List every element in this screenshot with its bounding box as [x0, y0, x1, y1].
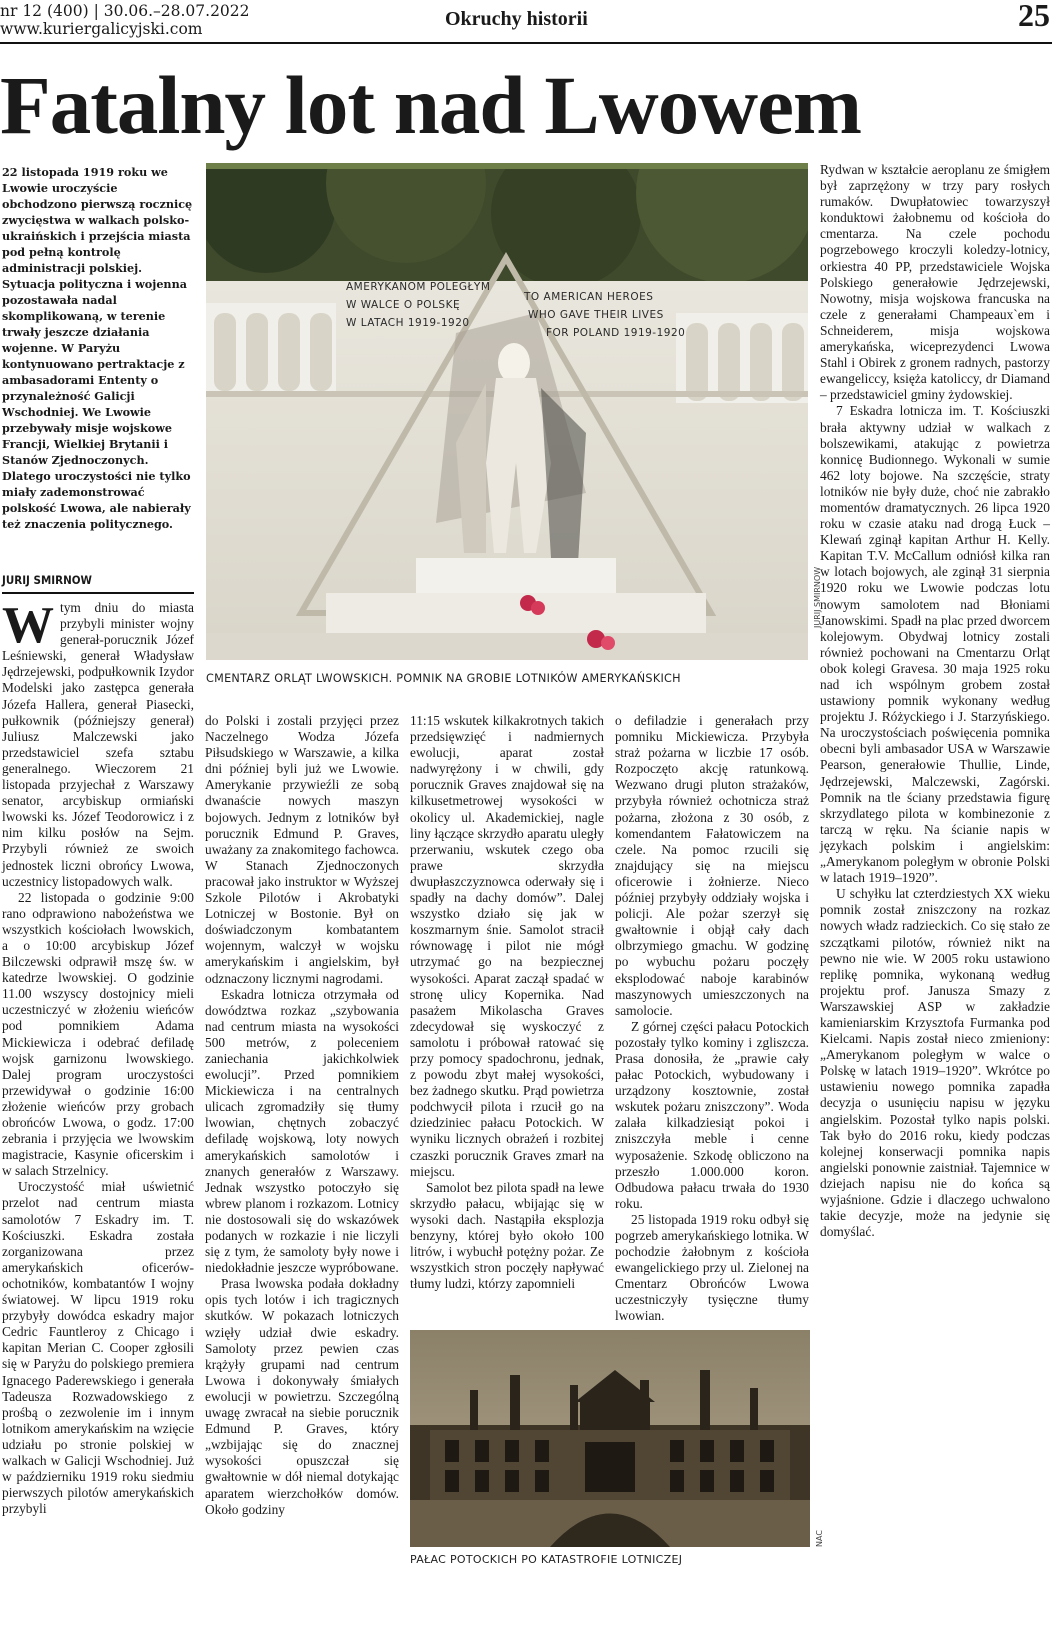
inscription-polish-line-1: AMERYKANOM POLEGŁYM	[346, 281, 491, 293]
article-column-4	[615, 713, 809, 1325]
website-url[interactable]: www.kuriergalicyjski.com	[0, 20, 203, 38]
article-column-2	[205, 713, 399, 1518]
headline: Fatalny lot nad Lwowem	[0, 59, 862, 151]
inscription-english-line-2: WHO GAVE THEIR LIVES	[528, 309, 664, 321]
palace-photo-caption: PAŁAC POTOCKICH PO KATASTROFIE LOTNICZEJ	[410, 1553, 683, 1566]
article-column-1	[2, 597, 194, 1517]
palace-photo	[410, 1330, 810, 1547]
author-byline: JURIJ SMIRNOW	[2, 573, 92, 587]
author-rule	[2, 592, 194, 594]
article-column-5	[820, 162, 1050, 1240]
inscription-polish-line-3: W LATACH 1919-1920	[346, 317, 470, 329]
paragraph: Samolot bez pilota spadł na lewe skrzydło pałacu, wbijając się w wysoki dach. Nastąpiła eksplozja benzyny, której było około 100 litrów, i wybuchł potężny pożar. Ze wszystkich stron poczęły napływać tłumy ludzi, którzy zapomnieli	[410, 1179, 604, 1292]
photo-credit-smirnow: JURIJ SMIRNOW	[813, 566, 822, 628]
paragraph: 22 listopada o godzinie 9:00 rano odprawiono nabożeństwa we wszystkich kościołach lwowskich, a o 10:00 arcybiskup Józef Bilczewski odprawił mszę św. w katedrze lwowskiej. O godzinie 11.00 wszyscy dostojnicy mieli uczestniczyć w złożeniu wieńców pod pomnikiem Adama Mickiewicza i odebrać defiladę wojsk garnizonu lwowskiego. Dalej program uroczystości przewidywał o godzinie 16:00 złożenie wieńców przy grobach obrońców Lwowa, o godz. 17:00 zebrania i przyjęcia we lwowskim magistracie, Kasynie oficerskim i w salach Strzelnicy.	[2, 889, 194, 1179]
paragraph: Uroczystość miał uświetnić przelot nad centrum miasta samolotów 7 Eskadry im. T. Kościuszki. Eskadra została zorganizowana przez amerykańskich oficerów-ochotników, kombatantów I wojny światowej. W lipcu 1919 roku przybyły dowódca eskadry major Cedric Fauntleroy z Chicago i kapitan Merian C. Cooper zgłosili się w Paryżu do polskiego premiera Ignacego Paderewskiego i generała Tadeusza Rozwadowskiego z prośbą o zezwolenie im i innym lotnikom amerykańskim na wzięcie udziału po stronie polskiej w walkach w Galicji Wschodniej. Już w październiku 1919 roku siedmiu pierwszych pilotów amerykańskich przybyli	[2, 1179, 194, 1517]
paragraph: 7 Eskadra lotnicza im. T. Kościuszki brała aktywny udział w walkach z bolszewikami, atakując z powietrza konnicę Budionnego. Wykonali w sumie 462 loty bojowe. Na szczęście, straty lotników nie były duże, choć nie zabrakło momentów dramatycznych. 26 lipca 1920 roku w czasie ataku nad drogą Łuck – Klewań zginął kapitan Arthur H. Kelly. Kapitan T.V. McCallum odniósł kilka ran w lotach bojowych, ale zginął 31 sierpnia 1920 roku we Lwowie podczas lotu nowym samolotem nad Błoniami Janowskimi. Spadł na plac przed dworcem kolejowym. Obydwaj lotnicy zostali również pochowani na Cmentarzu Orląt obok kolegi Gravesa. 30 maja 1925 roku nad ich wspólnym grobem został ustawiony pomnik wykonany według projektu J. Różyckiego i J. Starzyńskiego. Na uroczystościach poświęcenia pomnika obecni byli ambasador USA w Warszawie Pearson, generałowie Thullie, Linde, Jędrzejewski, Malczewski, Zagórski. Pomnik na tle ściany przedstawia figurę skrzydlatego pilota w kombinezonie z tarczą w ręku. Na ścianie napis w językach polskim i angielskim: „Amerykanom poległym w obronie Polski w latach 1919–1920”.	[820, 403, 1050, 886]
paragraph: do Polski i zostali przyjęci przez Naczelnego Wodza Józefa Piłsudskiego w Warszawie, a kilka dni później byli już we Lwowie. Amerykanie przywieźli ze sobą dwanaście nowych maszyn bojowych. Jednym z lotników był porucznik Edmund P. Graves, uważany za znakomitego fachowca. W Stanach Zjednoczonych pracował jako instruktor w Wyższej Szkole Pilotów i Akrobatyki Lotniczej w Bostonie. Był on doświadczonym kombatantem wojennym, walczył w wojsku amerykańskim i angielskim, był odznaczony licznymi nagrodami.	[205, 713, 399, 986]
monument-photo-caption: CMENTARZ ORLĄT LWOWSKICH. POMNIK NA GROBIE LOTNIKÓW AMERYKAŃSKICH	[206, 672, 681, 685]
monument-photo-illustration	[206, 163, 808, 660]
inscription-english-line-1: TO AMERICAN HEROES	[524, 291, 654, 303]
article-column-3	[410, 713, 604, 1292]
section-title: Okruchy historii	[445, 8, 588, 30]
photo-credit-nac: NAC	[815, 1530, 824, 1547]
issue-number: nr 12 (400) | 30.06.–28.07.2022	[0, 2, 250, 20]
paragraph: Z górnej części pałacu Potockich pozostały tylko kominy i zgliszcza. Prasa donosiła, że „prawie cały pałac Potockich, wybudowany i urządzony kosztownie, został wskutek pożaru zniszczony”. Woda zalała kilkadziesiąt pokoi i zniszczyła meble i cenne wyposażenie. Szkodę obliczono na przeszło 1.000.000 koron. Odbudowa pałacu trwała do 1930 roku.	[615, 1018, 809, 1211]
paragraph: Wtym dniu do miasta przybyli minister wojny generał-porucznik Józef Leśniewski, generał Władysław Jędrzejewski, podpułkownik Izydor Modelski jako zastępca generała Józefa Hallera, generał Piasecki, pułkownik (późniejszy generał) Juliusz Malczewski jako przedstawiciel szefa sztabu generalnego. Wieczorem 21 listopada przyjechał z Warszawy senator, arcybiskup ormiański lwowski ks. Józef Teodorowicz i z nim kilku posłów na Sejm. Przybyli również ze swoich jednostek liczni obrońcy Lwowa, uczestnicy listopadowych walk.	[2, 597, 194, 889]
paragraph: Prasa lwowska podała dokładny opis tych lotów i ich tragicznych skutków. W pokazach lotniczych wzięły udział dwie eskadry. Samoloty przez pewien czas krążyły grupami nad centrum Lwowa i dokonywały śmiałych ewolucji w powietrzu. Szczególną uwagę zwracał na siebie porucznik Edmund P. Graves, który „wzbijając się do znacznej wysokości opuszczał się gwałtownie w dół niemal dotykając aparatem wierzchołków domów. Około godziny	[205, 1276, 399, 1517]
lead-paragraph: 22 listopada 1919 roku we Lwowie uroczyście obchodzono pierwszą rocznicę zwycięstwa w walkach polsko-ukraińskich i przejścia miasta pod pełną kontrolę administracji polskiej. Sytuacja polityczna i wojenna pozostawała nadal skomplikowaną, w terenie trwały jeszcze działania wojenne. W Paryżu kontynuowano pertraktacje z ambasadorami Ententy o przynależność Galicji Wschodniej. We Lwowie przebywały misje wojskowe Francji, Wielkiej Brytanii i Stanów Zjednoczonych. Dlatego uroczystości nie tylko miały zademonstrować polskość Lwowa, ale nabierały też znaczenia politycznego.	[2, 165, 193, 531]
drop-cap: W	[2, 597, 54, 654]
page-number: 25	[1018, 0, 1050, 33]
paragraph: Eskadra lotnicza otrzymała od dowództwa rozkaz „szybowania nad centrum miasta na wysokości 500 metrów, z poleceniem zaniechania jakichkolwiek ewolucji”. Przed pomnikiem Mickiewicza i na centralnych ulicach zgromadziły się tłumy lwowian, chętnych zobaczyć defiladę wojskową, loty nowych amerykańskich samolotów i znanych generałów z Warszawy. Jednak wszystko potoczyło się wbrew planom i rozkazom. Lotnicy nie dostosowali się do wskazówek podanych w rozkazie i nie liczyli się z tym, że samoloty były nowe i niedokładnie jeszcze wypróbowane.	[205, 986, 399, 1276]
paragraph: 11:15 wskutek kilkakrotnych takich przedsięwzięć i nadmiernych ewolucji, aparat został nadwyrężony i w chwili, gdy porucznik Graves znajdował się na kilkusetmetrowej wysokości w okolicy ul. Akademickiej, nagle liny łączące skrzydło aparatu uległy przerwaniu, wskutek czego oba prawe skrzydła dwupłaszczyznowca oderwały się i spadły na dachy domów”. Dalej wszystko działo się jak w koszmarnym śnie. Samolot stracił równowagę i pilot nie mógł utrzymać go na bezpiecznej wysokości. Aparat zaczął spadać w stronę ulicy Kopernika. Nad pasażem Mikolascha Graves zdecydował się wyskoczyć z samolotu i próbował ratować się przy pomocy spadochronu, jednak, z powodu zbyt małej wysokości, bez żadnego skutku. Prąd powietrza podchwycił pilota i rzucił go na dziedziniec pałacu Potockich. W wyniku licznych obrażeń i rozbitej czaszki porucznik Graves zmarł na miejscu.	[410, 713, 604, 1179]
monument-photo	[206, 163, 808, 660]
inscription-english-line-3: FOR POLAND 1919-1920	[546, 327, 686, 339]
palace-photo-illustration	[410, 1330, 810, 1547]
paragraph: Rydwan w kształcie aeroplanu ze śmigłem był zaprzężony w trzy pary rosłych rumaków. Dwupłatowiec towarzyszył konduktowi żałobnemu od kościoła do cmentarza. Na czele pochodu pogrzebowego kroczyli koledzy-lotnicy, orkiestra 40 PP, przedstawiciele Wojska Polskiego generałowie Jędrzejewski, Nowotny, misja wojskowa francuska na czele z generałami Champeaux`em i Schneiderem, misja wojskowa amerykańska, wiceprezydenci Lwowa Stahl i Obirek z gronem radnych, pastorzy ewangeliccy, księża katoliccy, dr Diamand – przedstawiciel gminy żydowskiej.	[820, 162, 1050, 403]
paragraph: U schyłku lat czterdziestych XX wieku pomnik został zniszczony na rozkaz nowych władz radzieckich. Co się stało ze szczątkami pilotów, również nikt na pewno nie wie. W 2005 roku ustawiono replikę pomnika, wykonaną według projektu prof. Janusza Smazy z Warszawskiej ASP w zakładzie kamieniarskim Krzysztofa Furmanka pod Kielcami. Napis został nieco zmieniony: „Amerykanom poległym w walce o Polskę w latach 1919–1920”. Wkrótce po ustawieniu nowego pomnika zapadła decyzja o usunięciu napisu w języku angielskim. Pozostał tylko napis polski. Tak było do 2016 roku, kiedy podczas kolejnej konserwacji pomnika napis angielski ponownie zaistniał. Tajemnice w dziejach napisu nie do końca są wyjaśnione. Gdzie i dlaczego uchwalono takie decyzje, może na jedynie się domyślać.	[820, 886, 1050, 1240]
header-rule	[0, 42, 1052, 44]
paragraph: 25 listopada 1919 roku odbył się pogrzeb amerykańskiego lotnika. W pochodzie żałobnym z kościoła ewangelickiego przy ul. Zielonej na Cmentarz Obrońców Lwowa uczestniczyły tysięczne tłumy lwowian.	[615, 1211, 809, 1324]
inscription-polish-line-2: W WALCE O POLSKĘ	[346, 299, 461, 311]
issue-info	[0, 2, 300, 38]
paragraph: o defiladzie i generałach przy pomniku Mickiewicza. Przybyła straż pożarna w liczbie 17 osób. Rozpoczęto akcję ratunkową. Wezwano drugi pluton strażaków, przybyła również ochotnicza straż pożarna, złożona z 30 osób, z komendantem Fałatowiczem na czele. Na pomoc rzucili się znajdujący się na miejscu oficerowie i żołnierze. Nieco później przybyły oddziały wojska i policji. Ale pożar szerzył się gwałtownie i objął cały dach olbrzymiego gmachu. W godzinę po wybuchu pożaru poczęły eksplodować naboje karabinów maszynowych umieszczonych na samolocie.	[615, 713, 809, 1018]
